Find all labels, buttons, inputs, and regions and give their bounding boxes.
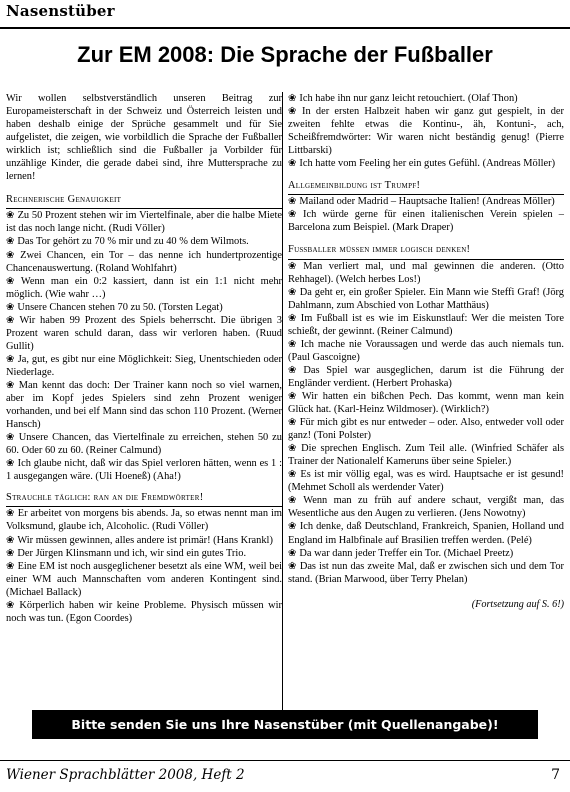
- quote: ❀ Eine EM ist noch ausgeglichener besetzt als eine WM, weil bei einer WM auch Mannschaften vom anderen Kontingent sind. (Michael Ballack): [6, 560, 282, 599]
- quote: ❀ Ich habe ihn nur ganz leicht retouchiert. (Olaf Thon): [288, 92, 564, 105]
- intro-paragraph: Wir wollen selbstverständlich unseren Beitrag zur Europameisterschaft in der Schweiz und Österreich leisten und haben deshalb einige der Sprüche gesammelt und für Sie aufgelistet, die zeigen, wie vorbildlich die Sprache der Fußballer wirklich ist; schließlich sind die Fußballer ja Vorbilder für unzählige Kinder, die gerade dabei sind, ihre Muttersprache zu lernen!: [6, 93, 282, 183]
- quote: ❀ Er arbeitet von morgens bis abends. Ja, so etwas nennt man im Volksmund, glaube ich, Alcoholic. (Rudi Völler): [6, 507, 282, 533]
- quote: ❀ In der ersten Halbzeit haben wir ganz gut gespielt, in der zweiten fehlte etwas die Kontinu-, äh, Kontuni-, ach, Scheißfremdwörter: Wir waren nicht beständig genug! (Pierre Littbarski): [288, 105, 564, 157]
- quote: ❀ Das ist nun das zweite Mal, daß er zwischen sich und dem Tor stand. (Brian Marwood, über Terry Phelan): [288, 560, 564, 586]
- heading-logisch-denken: Fußballer müssen immer logisch denken!: [288, 244, 471, 256]
- quote: ❀ Ich hatte vom Feeling her ein gutes Gefühl. (Andreas Möller): [288, 157, 564, 170]
- quote: ❀ Im Fußball ist es wie im Eiskunstlauf: Wer die meisten Tore schießt, der gewinnt. (Reiner Calmund): [288, 312, 564, 338]
- heading-allgemeinbildung: Allgemeinbildung ist Trumpf!: [288, 180, 421, 192]
- quote: ❀ Für mich gibt es nur entweder – oder. Also, entweder voll oder ganz! (Toni Polster): [288, 416, 564, 442]
- quote: ❀ Die sprechen Englisch. Zum Teil alle. (Winfried Schäfer als Trainer der Nationalelf Kameruns über seine Spieler.): [288, 442, 564, 468]
- heading-fremdwoerter: Strauchle täglich: ran an die Fremdwörter!: [6, 492, 204, 504]
- quote: ❀ Mailand oder Madrid – Hauptsache Italien! (Andreas Möller): [288, 195, 564, 208]
- quote: ❀ Wenn man zu früh auf andere schaut, vergißt man, das Wesentliche aus den Augen zu verlieren. (Jens Nowotny): [288, 494, 564, 520]
- quote: ❀ Das Spiel war ausgeglichen, darum ist die Führung der Engländer verdient. (Herbert Prohaska): [288, 364, 564, 390]
- quote: ❀ Man verliert mal, und mal gewinnen die anderen. (Otto Rehhagel). (Welch herbes Los!): [288, 260, 564, 286]
- quote: ❀ Zu 50 Prozent stehen wir im Viertelfinale, aber die halbe Miete ist das noch lange nicht. (Rudi Völler): [6, 209, 282, 235]
- continued-note: (Fortsetzung auf S. 6!): [471, 598, 564, 610]
- headline: Zur EM 2008: Die Sprache der Fußballer: [77, 42, 493, 67]
- quote: ❀ Ich glaube nicht, daß wir das Spiel verloren hätten, wenn es 1 : 1 ausgegangen wäre. (Uli Hoeneß) (Aha!): [6, 457, 282, 483]
- quote: ❀ Zwei Chancen, ein Tor – das nenne ich hundertprozentige Chancenauswertung. (Roland Wohlfahrt): [6, 249, 282, 275]
- quote: ❀ Wir hatten ein bißchen Pech. Das kommt, wenn man kein Glück hat. (Karl-Heinz Wildmoser). (Wirklich?): [288, 390, 564, 416]
- page-number: 7: [551, 767, 560, 783]
- quote: ❀ Unsere Chancen stehen 70 zu 50. (Torsten Legat): [6, 301, 282, 314]
- quote: ❀ Wir haben 99 Prozent des Spiels beherrscht. Die übrigen 3 Prozent waren schuld daran, dass wir verloren haben. (Ruud Gullit): [6, 314, 282, 353]
- quote: ❀ Ich denke, daß Deutschland, Frankreich, Spanien, Holland und England im Halbfinale auf Brasilien treffen werden. (Pelé): [288, 520, 564, 546]
- submission-banner: Bitte senden Sie uns Ihre Nasenstüber (mit Quellenangabe)!: [32, 710, 538, 739]
- quote: ❀ Unsere Chancen, das Viertelfinale zu erreichen, stehen 50 zu 60. Oder 60 zu 60. (Reiner Calmund): [6, 431, 282, 457]
- column-divider: [282, 92, 283, 736]
- quote: ❀ Körperlich haben wir keine Probleme. Physisch müssen wir noch was tun. (Egon Coordes): [6, 599, 282, 625]
- quote: ❀ Der Jürgen Klinsmann und ich, wir sind ein gutes Trio.: [6, 547, 282, 560]
- left-column: [6, 92, 282, 625]
- quote: ❀ Wenn man ein 0:2 kassiert, dann ist ein 1:1 nicht mehr möglich. (Wie wahr …): [6, 275, 282, 301]
- heading-rechnerische-genauigkeit: Rechnerische Genauigkeit: [6, 194, 122, 206]
- top-rule: [0, 27, 570, 29]
- quote: ❀ Wir müssen gewinnen, alles andere ist primär! (Hans Krankl): [6, 534, 282, 547]
- quote: ❀ Ich mache nie Voraussagen und werde das auch niemals tun. (Paul Gascoigne): [288, 338, 564, 364]
- quote: ❀ Ich würde gerne für einen italienischen Verein spielen – Barcelona zum Beispiel. (Mark Draper): [288, 208, 564, 234]
- bottom-rule: [0, 760, 570, 761]
- footer-publication: Wiener Sprachblätter 2008, Heft 2: [6, 767, 245, 783]
- right-column: [288, 92, 564, 611]
- quote: ❀ Da war dann jeder Treffer ein Tor. (Michael Preetz): [288, 547, 564, 560]
- section-title: Nasenstüber: [6, 2, 115, 20]
- quote: ❀ Da geht er, ein großer Spieler. Ein Mann wie Steffi Graf! (Jörg Dahlmann, zum Abschied von Lothar Matthäus): [288, 286, 564, 312]
- quote: ❀ Das Tor gehört zu 70 % mir und zu 40 % dem Wilmots.: [6, 235, 282, 248]
- quote: ❀ Man kennt das doch: Der Trainer kann noch so viel warnen, aber im Kopf jedes Spielers sind zehn Prozent weniger vorhanden, und bei elf Mann sind das schon 110 Prozent. (Werner Hansch): [6, 379, 282, 431]
- quote: ❀ Ja, gut, es gibt nur eine Möglichkeit: Sieg, Unentschieden oder Niederlage.: [6, 353, 282, 379]
- quote: ❀ Es ist mir völlig egal, was es wird. Hauptsache er ist gesund! (Mehmet Scholl als werdender Vater): [288, 468, 564, 494]
